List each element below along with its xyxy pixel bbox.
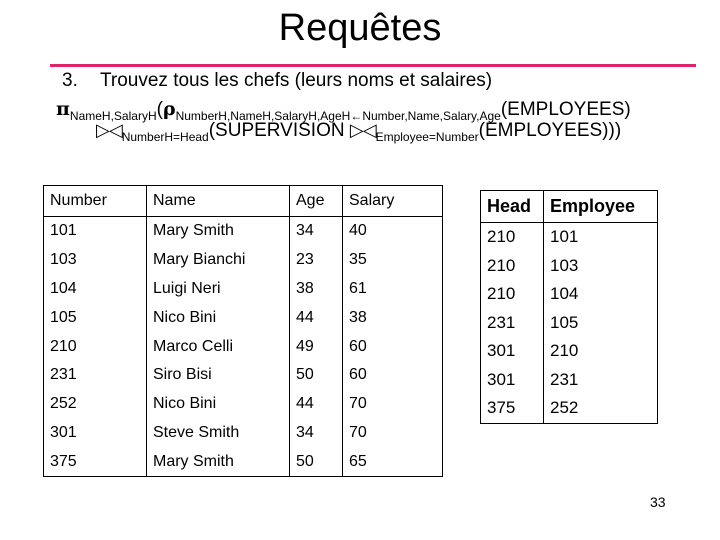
question-text: Trouvez tous les chefs (leurs noms et salaires) [100, 70, 493, 91]
join-condition-2: Employee=Number [375, 130, 479, 144]
table-row [44, 246, 443, 275]
employees-header-row [44, 186, 443, 217]
employees-table [43, 185, 443, 477]
column-header-salary: Salary [343, 186, 443, 217]
cell-employee: 101 [544, 223, 658, 252]
cell-salary: 61 [343, 275, 443, 304]
column-header-head: Head [481, 191, 544, 223]
title-divider [50, 64, 696, 67]
cell-head: 210 [487, 284, 516, 304]
cell-age: 50 [290, 447, 343, 476]
relation-employees-2: (EMPLOYEES))) [478, 120, 622, 141]
cell-name: Nico Bini [147, 390, 290, 419]
cell-number: 101 [50, 222, 77, 240]
cell-name: Luigi Neri [147, 275, 290, 304]
cell-age: 49 [290, 332, 343, 361]
rename-attributes: NumberH,NameH,SalaryH,AgeH←Number,Name,Salary,Age [175, 109, 501, 123]
table-row [481, 337, 658, 366]
join-icon: ▷◁ [349, 120, 376, 141]
cell-salary: 70 [343, 390, 443, 419]
table-row [44, 419, 443, 448]
column-header-age: Age [290, 186, 343, 217]
cell-number: 210 [50, 337, 77, 355]
column-header-employee: Employee [544, 191, 658, 223]
cell-head: 231 [487, 312, 516, 332]
cell-number: 301 [50, 423, 77, 441]
column-header-number: Number [44, 186, 147, 217]
rename-symbol: ρ [162, 98, 176, 120]
cell-head: 210 [487, 227, 516, 247]
cell-name: Siro Bisi [147, 361, 290, 390]
table-row [44, 361, 443, 390]
question [62, 68, 492, 94]
cell-name: Steve Smith [147, 419, 290, 448]
join-condition-1: NumberH=Head [121, 130, 209, 144]
relation-supervision: (SUPERVISION [208, 120, 350, 141]
cell-age: 38 [290, 275, 343, 304]
table-row [481, 366, 658, 395]
slide-title: Requêtes [278, 7, 442, 49]
cell-salary: 40 [343, 217, 443, 246]
cell-salary: 38 [343, 303, 443, 332]
cell-employee: 103 [544, 252, 658, 281]
projection-symbol: π [56, 98, 70, 120]
cell-name: Mary Smith [147, 217, 290, 246]
cell-age: 44 [290, 390, 343, 419]
cell-age: 44 [290, 303, 343, 332]
table-row [481, 309, 658, 338]
table-row [44, 303, 443, 332]
cell-age: 34 [290, 217, 343, 246]
cell-employee: 105 [544, 309, 658, 338]
cell-employee: 104 [544, 280, 658, 309]
table-row [481, 252, 658, 281]
join-icon: ▷◁ [96, 120, 122, 141]
question-number: 3. [62, 70, 78, 91]
cell-head: 301 [487, 369, 516, 389]
cell-employee: 231 [544, 366, 658, 395]
open-paren: ( [156, 99, 163, 120]
cell-salary: 70 [343, 419, 443, 448]
projection-attributes: NameH,SalaryH [69, 109, 157, 123]
cell-number: 104 [50, 279, 77, 297]
cell-number: 231 [50, 366, 77, 384]
cell-salary: 65 [343, 447, 443, 476]
relation-employees-1: (EMPLOYEES) [500, 99, 631, 120]
cell-age: 34 [290, 419, 343, 448]
cell-number: 252 [50, 395, 77, 413]
cell-head: 210 [487, 255, 516, 275]
table-row [44, 390, 443, 419]
table-row [481, 280, 658, 309]
cell-head: 375 [487, 398, 516, 418]
cell-salary: 35 [343, 246, 443, 275]
cell-head: 301 [487, 341, 516, 361]
cell-salary: 60 [343, 361, 443, 390]
cell-number: 375 [50, 452, 77, 470]
cell-employee: 210 [544, 337, 658, 366]
column-header-name: Name [147, 186, 290, 217]
table-row [44, 217, 443, 246]
table-row [44, 332, 443, 361]
table-row [44, 275, 443, 304]
cell-number: 105 [50, 308, 77, 326]
cell-age: 23 [290, 246, 343, 275]
cell-name: Nico Bini [147, 303, 290, 332]
cell-name: Marco Celli [147, 332, 290, 361]
cell-name: Mary Bianchi [147, 246, 290, 275]
cell-employee: 252 [544, 394, 658, 423]
supervision-table [480, 190, 658, 424]
cell-name: Mary Smith [147, 447, 290, 476]
cell-salary: 60 [343, 332, 443, 361]
cell-age: 50 [290, 361, 343, 390]
page-number: 33 [650, 494, 666, 510]
table-row [44, 447, 443, 476]
table-row [481, 223, 658, 252]
algebra-expression-line-2 [96, 120, 621, 148]
supervision-header-row [481, 191, 658, 223]
table-row [481, 394, 658, 423]
cell-number: 103 [50, 251, 77, 269]
